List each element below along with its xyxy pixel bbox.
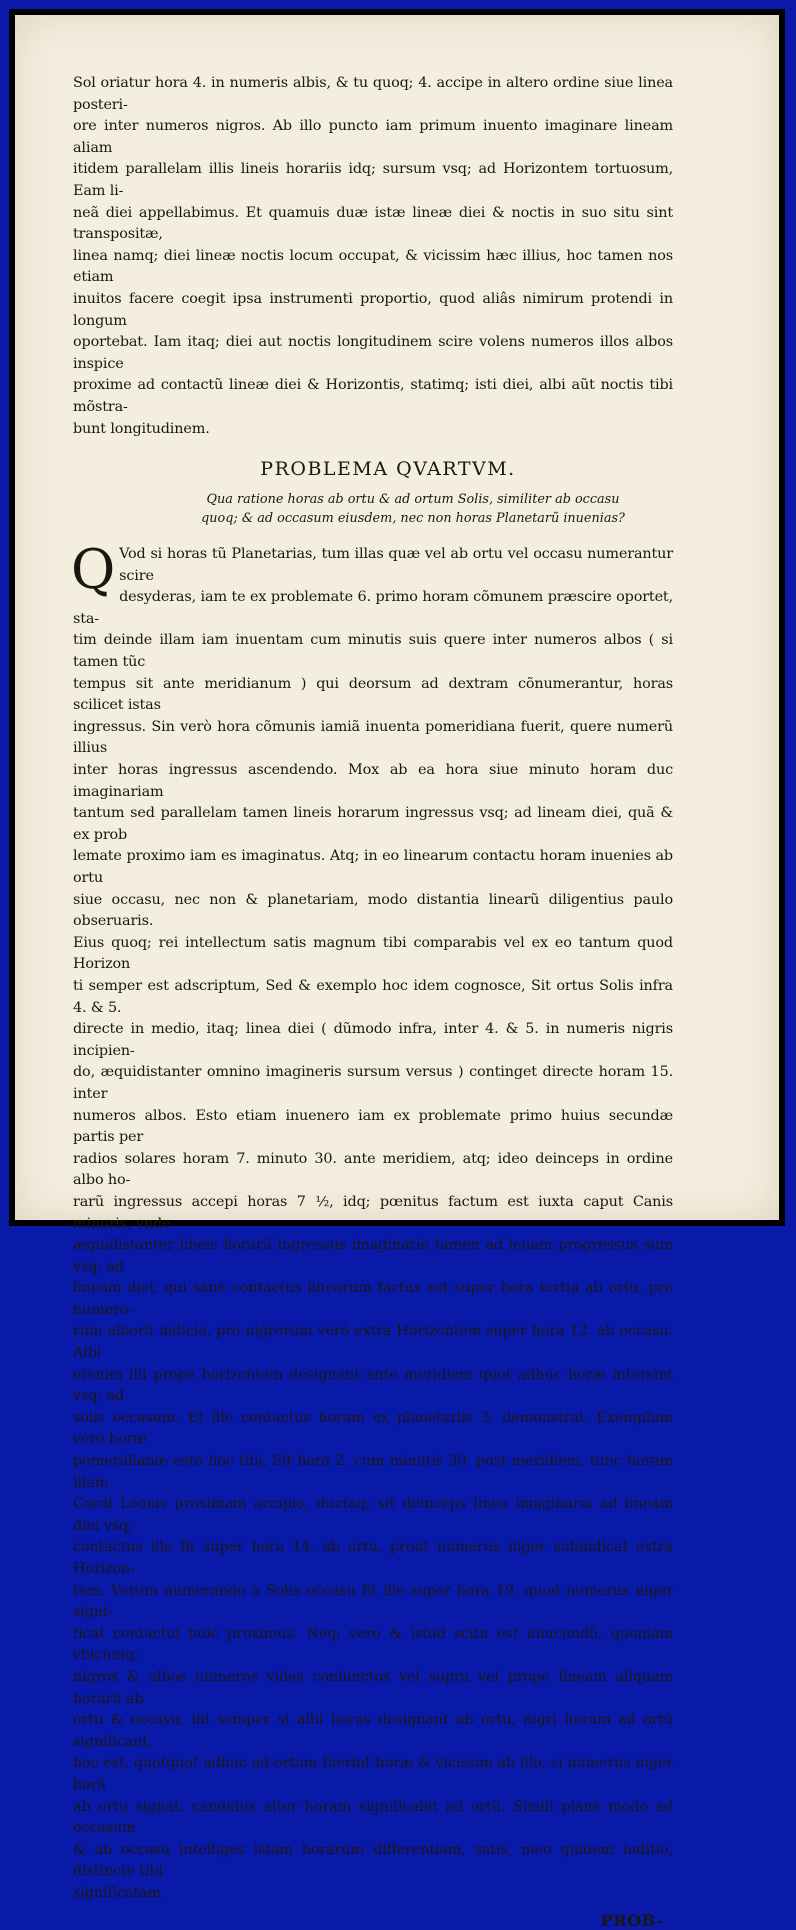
text-line: Sol oriatur hora 4. in numeris albis, & tu quoq; 4. accipe in altero ordine siue linea posteri- xyxy=(73,75,673,113)
text-line: itidem parallelam illis lineis horariis idq; sursum vsq; ad Horizontem tortuosum, Eam li- xyxy=(73,161,673,199)
problem-heading: PROBLEMA QVARTVM. xyxy=(260,458,516,481)
subtitle-line: quoq; & ad occasum eiusdem, nec non horas Planetarũ inuenias? xyxy=(201,511,625,527)
text-line: tempus sit ante meridianum ) qui deorsum ad dextram cõnumerantur, horas scilicet istas xyxy=(73,675,673,714)
text-line: rum alborũ indicio, pro nigrorum verò extra Horizontem super hora 12. ab occasu. Albi xyxy=(73,1323,673,1362)
text-line: lineam diei, qui sanè contactus linearum factus est super hora tertia ab ortu, pro numero- xyxy=(73,1280,673,1318)
text-line: ortu & occasu, ibi semper si albi horas designant ab ortu, nigri horam ad ortũ significant, xyxy=(73,1712,673,1750)
text-line: linea namq; diei lineæ noctis locum occupat, & vicissim hæc illius, hoc tamen nos etiam xyxy=(73,247,673,286)
text-line: ti semper est adscriptum, Sed & exemplo hoc idem cognosce, Sit ortus Solis infra 4. & 5. xyxy=(73,977,673,1016)
text-line: Cordi Leonis proximam accipio, ductaq; sit deinceps linea imaginaria ad lineam diei vsq; xyxy=(73,1496,673,1534)
text-block xyxy=(73,73,673,1930)
text-line: nigros & albos numeros vides coniunctos vel supra vel prope lineam aliquam horarũ ab xyxy=(73,1668,673,1707)
drop-cap: Q xyxy=(71,538,116,602)
text-line: lemate proximo iam es imaginatus. Atq; in eo linearum contactu horam inuenies ab ortu xyxy=(73,848,673,886)
text-line: oportebat. Iam itaq; diei aut noctis longitudinem scire volens numeros illos albos inspice xyxy=(73,334,673,372)
text-line: ficat contactui huic proximus. Neq; vero & istud scitu est iniucundũ, quoniam vbicumq; xyxy=(73,1625,673,1664)
text-line: numeros albos. Esto etiam inuenero iam ex problemate primo huius secundæ partis per xyxy=(73,1107,673,1146)
text-line: Vod si horas tũ Planetarias, tum illas quæ vel ab ortu vel occasu numerantur scire xyxy=(119,546,673,584)
text-line: tem, Verum numerando à Solis occasu fit ille super hora 19. quod numerus niger signi- xyxy=(73,1582,673,1621)
text-line: inuitos facere coegit ipsa instrumenti proportio, quod aliâs nimirum protendi in longum xyxy=(73,290,673,329)
text-line: rarũ ingressus accepi horas 7 ½, idq; pœnitus factum est iuxta caput Canis minoris, vnde xyxy=(73,1193,673,1232)
text-line: desyderas, iam te ex problemate 6. primo horam cõmunem præscire oportet, sta- xyxy=(73,589,673,627)
text-line: hoc est, quotquot adhuc ad ortum fuerint horæ & vicissim ab illo, si numerus niger horã xyxy=(73,1755,673,1793)
text-line: tantum sed parallelam tamen lineis horarum ingressus vsq; ad lineam diei, quã & ex prob xyxy=(73,805,673,843)
text-line: bunt longitudinem. xyxy=(73,420,210,437)
text-line: siue occasu, nec non & planetariam, modo distantia linearũ diligentius paulo obseruaris. xyxy=(73,891,673,930)
text-line: Eius quoq; rei intellectum satis magnum tibi comparabis vel ex eo tantum quod Horizon xyxy=(73,934,673,973)
text-line: contactus ille fit super hora 14. ab ortu, prout numerus niger subindicat extra Horizon- xyxy=(73,1539,673,1577)
text-line: significatam. xyxy=(73,1884,166,1901)
intro-paragraph xyxy=(73,73,673,440)
text-line: æquidistanter lineis horarũ ingressus imaginarie tamen ad leuam progressus sum vsq; ad xyxy=(73,1237,673,1275)
text-line: proxime ad contactũ lineæ diei & Horizontis, statimq; isti diei, albi aũt noctis tibi mõstra- xyxy=(73,377,673,415)
text-line: ab ortu signat, candidus alter horam significabit ad ortũ. Simili planè modo ad occasum xyxy=(73,1798,673,1837)
text-line: neã diei appellabimus. Et quamuis duæ istæ lineæ diei & noctis in suo situ sint transpositæ, xyxy=(73,204,673,243)
text-line: inter horas ingressus ascendendo. Mox ab ea hora siue minuto horam duc imaginariam xyxy=(73,762,673,800)
text-line: pomeridianæ esto hoc tibi, Sit hora 2. cum minutis 30. post meridiem, tunc horam illam xyxy=(73,1453,673,1491)
body-paragraph xyxy=(71,538,673,1904)
subtitle-line: Qua ratione horas ab ortu & ad ortum Solis, similiter ab occasu xyxy=(206,492,620,508)
text-line: etenim illi prope horizontem designant ante meridiem quot adhuc horæ intersint vsq; ad xyxy=(73,1366,673,1405)
catchword: PROB- xyxy=(600,1910,663,1930)
text-line: radios solares horam 7. minuto 30. ante meridiem, atq; ideo deinceps in ordine albo ho- xyxy=(73,1150,673,1189)
text-line: directe in medio, itaq; linea diei ( dũmodo infra, inter 4. & 5. in numeris nigris incipien- xyxy=(73,1021,673,1059)
text-line: ore inter numeros nigros. Ab illo puncto iam primum inuento imaginare lineam aliam xyxy=(73,118,673,156)
book-page xyxy=(15,15,779,1930)
text-line: solis occasum. Et ille contactus horam ex planetariis 3. demonstrat. Exemplum vero horæ xyxy=(73,1409,673,1448)
text-line: do, æquidistanter omnino imagineris sursum versus ) continget directe horam 15. inter xyxy=(73,1064,673,1102)
text-line: ingressus. Sin verò hora cõmunis iamiã inuenta pomeridiana fuerit, quere numerũ illius xyxy=(73,718,673,757)
text-line: & ab occasu intelliges istam horarum differentiam, satis, meo quidem iuditio, distincte tibi xyxy=(73,1841,673,1880)
text-line: tim deinde illam iam inuentam cum minutis suis quere inter numeros albos ( si tamen tũc xyxy=(73,632,673,671)
problem-subtitle xyxy=(153,490,673,528)
